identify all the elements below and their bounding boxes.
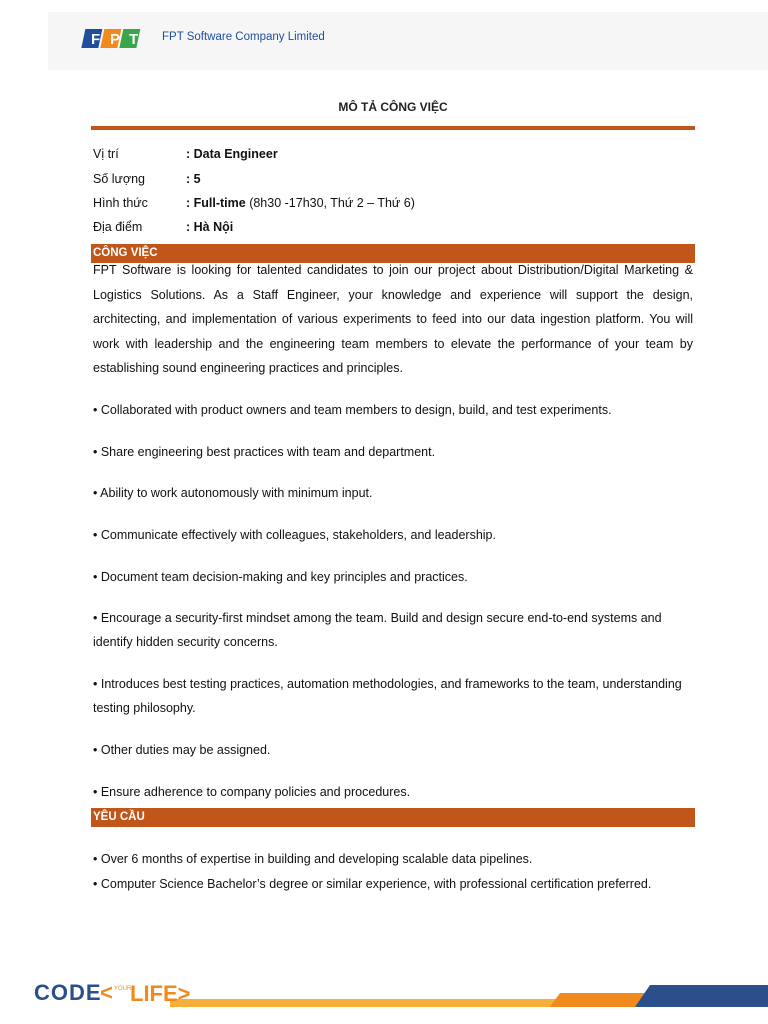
svg-text:<: < <box>100 980 113 1005</box>
job-bullet: • Share engineering best practices with team and department. <box>93 445 436 459</box>
job-bullet: • Introduces best testing practices, automation methodologies, and frameworks to the team, understanding testing philosophy. <box>93 677 682 715</box>
info-value: : Full-time <box>186 196 246 210</box>
job-bullet: • Encourage a security-first mindset among the team. Build and design secure end-to-end systems and identify hidden security concerns. <box>93 611 662 649</box>
svg-text:CODE: CODE <box>34 980 102 1005</box>
svg-text:LIFE>: LIFE> <box>130 981 191 1006</box>
title-divider <box>91 126 695 130</box>
job-bullet: • Ensure adherence to company policies and procedures. <box>93 785 411 799</box>
requirement-bullet: • Over 6 months of expertise in building and developing scalable data pipelines. <box>93 852 533 866</box>
info-label: Vị trí <box>93 147 119 161</box>
job-bullet: • Communicate effectively with colleagues, stakeholders, and leadership. <box>93 528 496 542</box>
info-label: Số lượng <box>93 172 146 186</box>
company-name: FPT Software Company Limited <box>162 31 325 43</box>
info-row-quantity <box>93 172 201 186</box>
svg-text:F: F <box>91 31 101 48</box>
info-value-detail: (8h30 -17h30, Thứ 2 – Thứ 6) <box>245 196 415 210</box>
info-value: : Data Engineer <box>186 147 278 161</box>
job-bullet: • Collaborated with product owners and team members to design, build, and test experiments. <box>93 403 612 417</box>
svg-text:P: P <box>110 31 121 48</box>
svg-text:YOUR: YOUR <box>114 986 132 992</box>
code-your-life-logo <box>34 978 204 1008</box>
header-band <box>48 12 768 70</box>
info-row-work-type <box>93 196 415 210</box>
section-heading-requirements: YÊU CẦU <box>91 808 695 827</box>
document-title: MÔ TẢ CÔNG VIỆC <box>338 100 448 114</box>
requirement-bullet: • Computer Science Bachelor’s degree or similar experience, with professional certification preferred. <box>93 877 652 891</box>
info-row-position <box>93 147 278 161</box>
job-bullet: • Ability to work autonomously with minimum input. <box>93 486 373 500</box>
info-label: Hình thức <box>93 196 148 210</box>
info-row-location <box>93 220 233 234</box>
info-value: : 5 <box>186 172 201 186</box>
info-value: : Hà Nội <box>186 220 234 234</box>
svg-text:T: T <box>129 31 139 48</box>
job-bullet: • Document team decision-making and key principles and practices. <box>93 570 468 584</box>
job-bullet: • Other duties may be assigned. <box>93 743 271 757</box>
section-heading-job: CÔNG VIỆC <box>91 244 695 263</box>
fpt-logo <box>80 26 146 52</box>
info-label: Địa điểm <box>93 220 143 234</box>
job-intro-paragraph: FPT Software is looking for talented candidates to join our project about Distribution/Digital Marketing & Logistics Solutions. As a Staff Engineer, your knowledge and experience will support the design, architecting, and implementation of various experiments to feed into our data ingestion platform. You will work with leadership and the engineering team members to elevate the performance of your team by establishing sound engineering practices and principles. <box>93 263 693 375</box>
